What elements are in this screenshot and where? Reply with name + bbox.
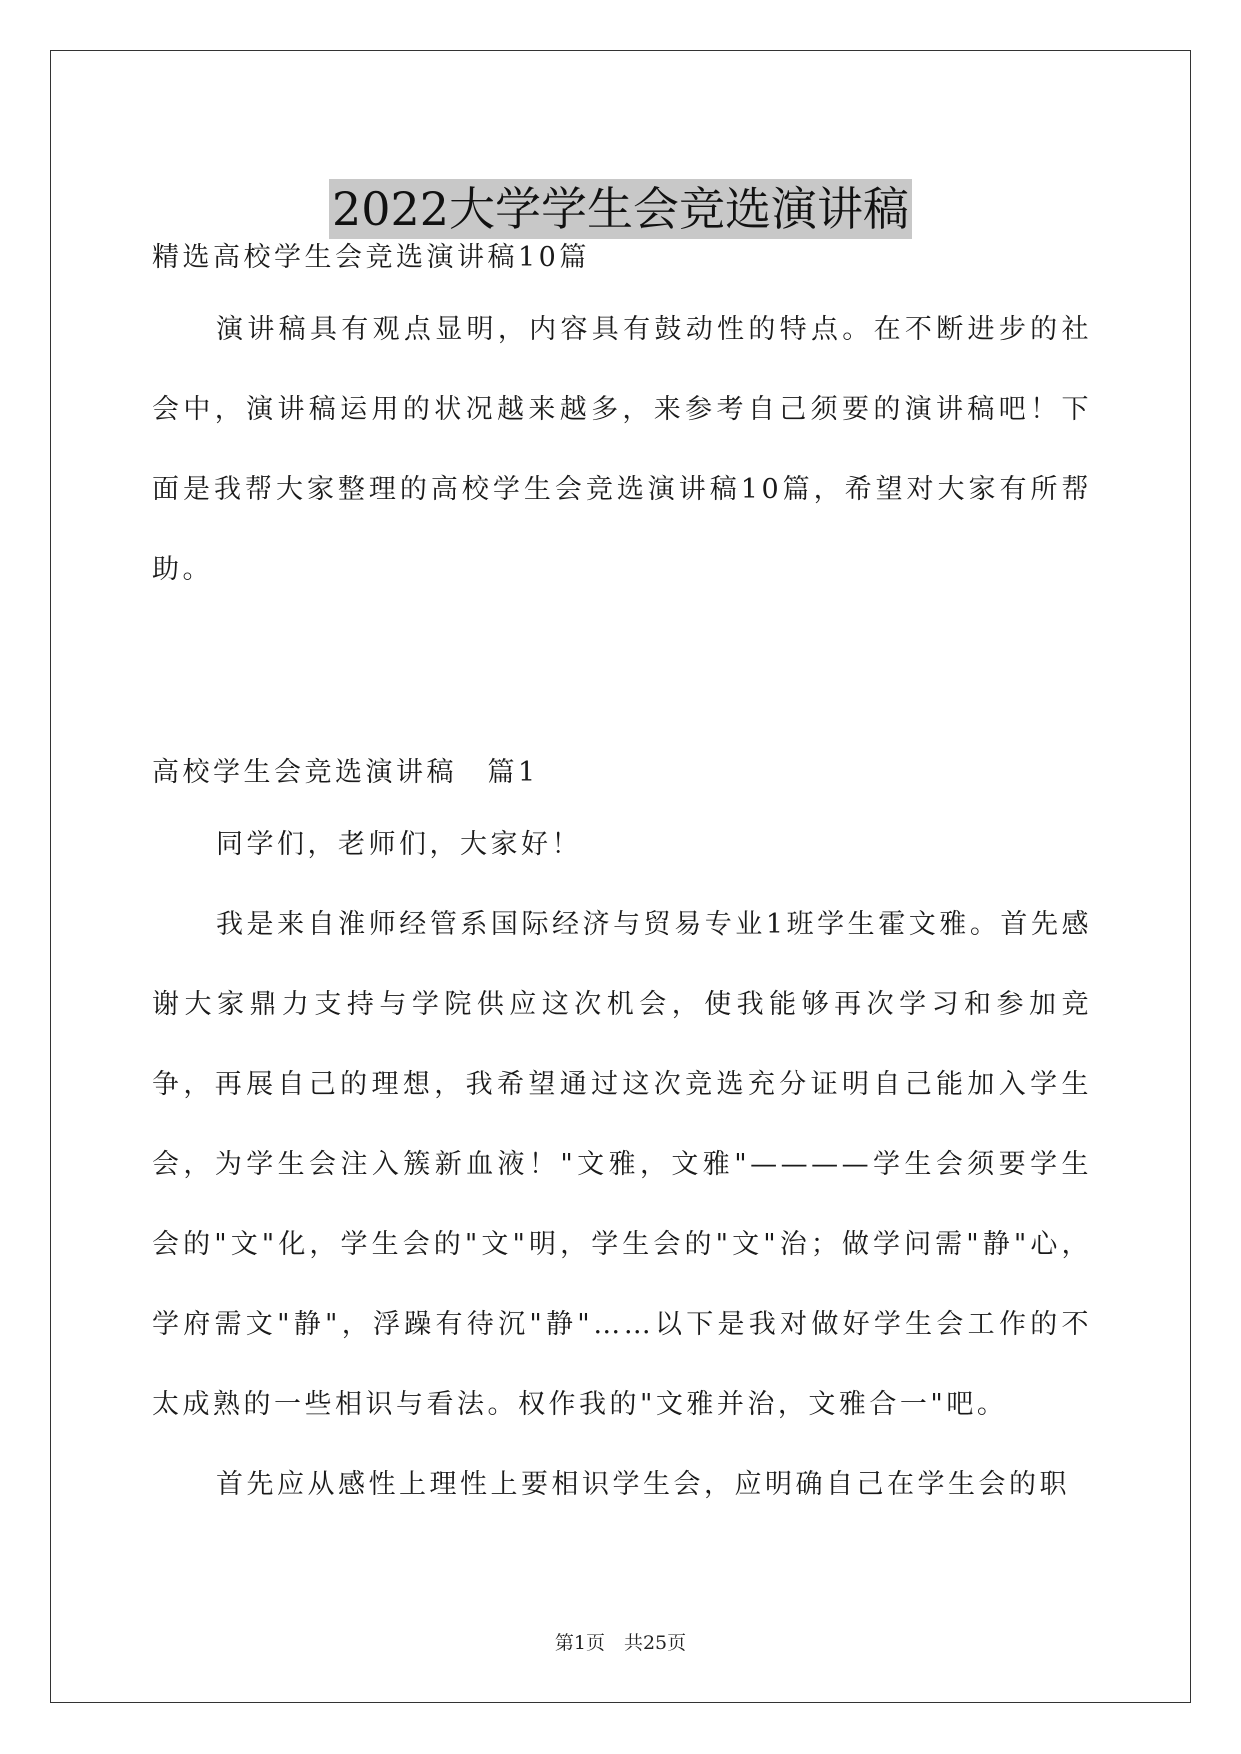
page-number: 第1页 共25页	[554, 1632, 687, 1654]
intro-paragraph: 演讲稿具有观点显明，内容具有鼓动性的特点。在不断进步的社会中，演讲稿运用的状况越来越多，来参考自己须要的演讲稿吧！下面是我帮大家整理的高校学生会竞选演讲稿10篇，希望对大家有所帮助。	[152, 314, 1092, 585]
document-subtitle: 精选高校学生会竞选演讲稿10篇	[152, 242, 590, 273]
section-heading: 高校学生会竞选演讲稿 篇1	[152, 757, 539, 788]
greeting-paragraph: 同学们，老师们，大家好！	[216, 829, 582, 860]
body-paragraph-2: 首先应从感性上理性上要相识学生会，应明确自己在学生会的职	[216, 1469, 1070, 1500]
body-paragraph-1: 我是来自淮师经管系国际经济与贸易专业1班学生霍文雅。首先感谢大家鼎力支持与学院供应这次机会，使我能够再次学习和参加竞争，再展自己的理想，我希望通过这次竞选充分证明自己能加入学生会，为学生会注入簇新血液！"文雅，文雅"————学生会须要学生会的"文"化，学生会的"文"明，学生会的"文"治；做学问需"静"心，学府需文"静"，浮躁有待沉"静"……以下是我对做好学生会工作的不太成熟的一些相识与看法。权作我的"文雅并治，文雅合一"吧。	[152, 909, 1092, 1420]
document-title: 2022大学学生会竞选演讲稿	[329, 179, 912, 239]
